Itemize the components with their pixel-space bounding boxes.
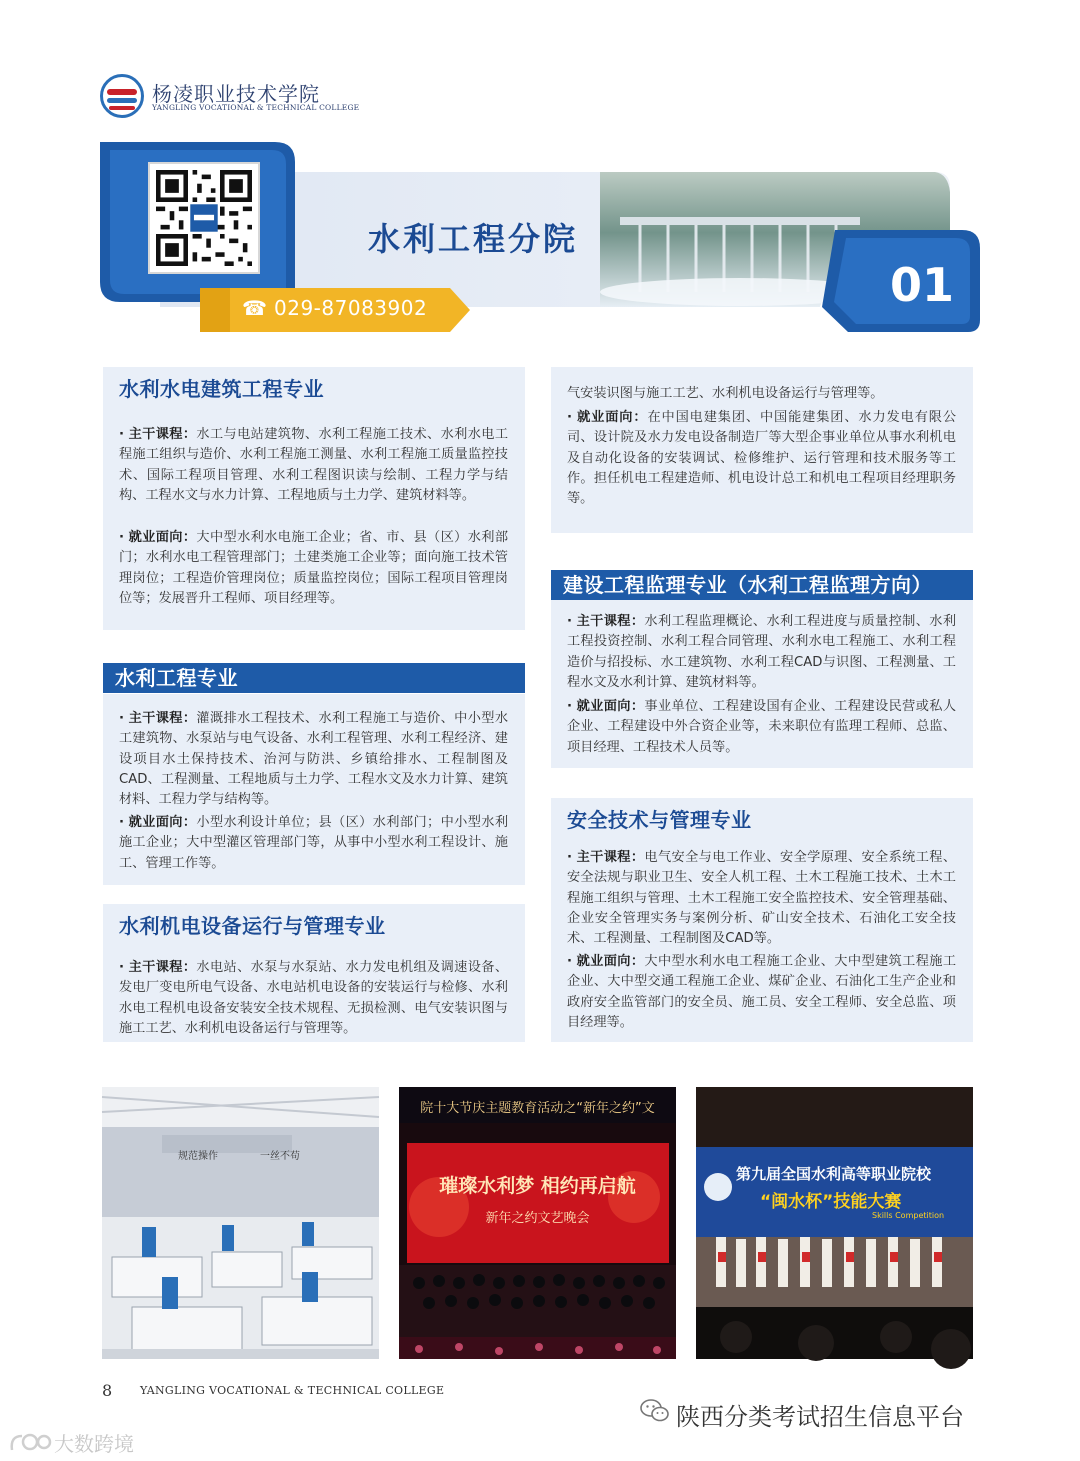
job-paragraph: · 就业面向：大中型水利水电施工企业；省、市、县（区）水利部门；水利水电工程管理部门；土建类施工企业等；面向施工技术管理岗位；工程造价管理岗位；质量监控岗位；国际工程项目管理岗位等；发展晋升工程师、项目经理等。 bbox=[119, 530, 509, 606]
page-number: 8 bbox=[102, 1381, 113, 1400]
job-paragraph: · 就业面向：在中国电建集团、中国能建集团、水力发电有限公司、设计院及水力发电设备制造厂等大型企事业单位从事水利机电及自动化设备的安装调试、检修维护、运行管理和技术服务等工作。担任机电工程建造师、机电设计总工和机电工程项目经理职务等。 bbox=[567, 410, 957, 507]
college-name-en: YANGLING VOCATIONAL & TECHNICAL COLLEGE bbox=[152, 103, 360, 112]
college-name-cn: 杨凌职业技术学院 bbox=[152, 82, 320, 106]
course-text: 水电站、水泵与水泵站、水力发电机组及调速设备、发电厂变电所电气设备、水电站机电设备的安装运行与检修、水利水电工程机电设备安装安全技术规程、无损检测、电气安装识图与施工工艺、水利机电设备运行与管理等。 bbox=[119, 960, 509, 1036]
qr-code bbox=[148, 162, 260, 274]
section-number: 01 bbox=[890, 258, 955, 312]
course-label: 主干课程： bbox=[128, 711, 197, 726]
watermark-text: 大数跨境 bbox=[54, 1432, 134, 1456]
course-text-continued: 气安装识图与施工工艺、水利机电设备运行与管理等。 bbox=[567, 386, 884, 401]
job-paragraph: · 就业面向：小型水利设计单位；县（区）水利部门；中小型水利施工企业；大中型灌区管理部门等，从事中小型水利工程设计、施工、管理工作等。 bbox=[119, 815, 509, 871]
job-label: 就业面向： bbox=[576, 699, 645, 714]
course-text: 灌溉排水工程技术、水利工程施工与造价、中小型水工建筑物、水泵站与电气设备、水利工程管理、水利工程经济、建设项目水土保持技术、治河与防洪、乡镇给排水、工程制图及CAD、工程测量、工程地质与土力学、工程水文及水力计算、建筑材料、工程力学与结构等。 bbox=[119, 711, 509, 808]
lab-sign-left: 规范操作 bbox=[178, 1151, 218, 1162]
competition-photo bbox=[696, 1087, 973, 1359]
job-text: 小型水利设计单位；县（区）水利部门；中小型水利施工企业；大中型灌区管理部门等，从事中小型水利工程设计、施工、管理工作等。 bbox=[119, 815, 509, 871]
job-text: 在中国电建集团、中国能建集团、水力发电有限公司、设计院及水力发电设备制造厂等大型企事业单位从事水利机电及自动化设备的安装调试、检修维护、运行管理和技术服务等工作。担任机电工程建造师、机电设计总工和机电工程项目经理职务等。 bbox=[567, 410, 957, 507]
phone-number: 029-87083902 bbox=[274, 296, 428, 320]
department-title: 水利工程分院 bbox=[368, 220, 579, 258]
section-title: 水利水电建筑工程专业 bbox=[119, 377, 324, 401]
wechat-icon bbox=[640, 1398, 670, 1424]
course-paragraph-continued bbox=[567, 384, 956, 404]
department-banner bbox=[100, 142, 980, 332]
course-paragraph: · 主干课程：灌溉排水工程技术、水利工程施工与造价、中小型水工建筑物、水泵站与电气设备、水利工程管理、水利工程经济、建设项目水土保持技术、治河与防洪、乡镇给排水、工程制图及CAD、工程测量、工程地质与土力学、工程水文及水力计算、建筑材料、工程力学与结构等。 bbox=[119, 711, 509, 808]
competition-subtitle: “闽水杯”技能大赛 bbox=[760, 1192, 902, 1212]
watermark-logo bbox=[8, 1430, 52, 1454]
section-title: 安全技术与管理专业 bbox=[567, 808, 752, 832]
qr-code-pattern bbox=[156, 170, 252, 266]
course-label: 主干课程： bbox=[128, 960, 197, 975]
job-label: 就业面向： bbox=[128, 815, 197, 830]
job-text: 事业单位、工程建设国有企业、工程建设民营或私人企业、工程建设中外合资企业等，未来职位有监理工程师、总监、项目经理、工程技术人员等。 bbox=[567, 699, 957, 755]
course-label: 主干课程： bbox=[576, 850, 645, 865]
course-text: 水工与电站建筑物、水利工程施工技术、水利水电工程施工组织与造价、水利工程施工测量、水利工程施工质量监控技术、国际工程项目管理、水利工程图识读与绘制、工程力学与结构、工程水文与水力计算、工程地质与土力学、建筑材料等。 bbox=[119, 427, 509, 503]
section-title: 水利机电设备运行与管理专业 bbox=[119, 914, 386, 938]
section-title: 水利工程专业 bbox=[103, 663, 525, 693]
job-text: 大中型水利水电施工企业；省、市、县（区）水利部门；水利水电工程管理部门；土建类施工企业等；面向施工技术管理岗位；工程造价管理岗位；质量监控岗位；国际工程项目管理岗位等；发展晋升工程师、项目经理等。 bbox=[119, 530, 509, 606]
course-label: 主干课程： bbox=[576, 614, 645, 629]
wechat-account-name: 陕西分类考试招生信息平台 bbox=[676, 1403, 964, 1431]
job-paragraph: · 就业面向：事业单位、工程建设国有企业、工程建设民营或私人企业、工程建设中外合资企业等，未来职位有监理工程师、总监、项目经理、工程技术人员等。 bbox=[567, 699, 957, 755]
course-text: 水利工程监理概论、水利工程进度与质量控制、水利工程投资控制、水利工程合同管理、水利水电工程施工、水利工程造价与招投标、水工建筑物、水利工程CAD与识图、工程测量、工程水文及水利计算、建筑材料等。 bbox=[567, 614, 957, 690]
course-label: 主干课程： bbox=[128, 427, 197, 442]
lab-photo-illustration bbox=[102, 1087, 379, 1359]
course-paragraph: · 主干课程：水利工程监理概论、水利工程进度与质量控制、水利工程投资控制、水利工程合同管理、水利水电工程施工、水利工程造价与招投标、水工建筑物、水利工程CAD与识图、工程测量、工程水文及水利计算、建筑材料等。 bbox=[567, 614, 957, 690]
competition-banner: 第九届全国水利高等职业院校 bbox=[736, 1165, 932, 1183]
section-title: 建设工程监理专业（水利工程监理方向） bbox=[551, 570, 973, 600]
job-label: 就业面向： bbox=[576, 954, 645, 969]
footer-college-name: YANGLING VOCATIONAL & TECHNICAL COLLEGE bbox=[140, 1384, 445, 1397]
course-text: 电气安全与电工作业、安全学原理、安全系统工程、安全法规与职业卫生、安全人机工程、土木工程施工技术、土木工程施工组织与管理、土木工程施工安全监控技术、安全管理基础、企业安全管理实务与案例分析、矿山安全技术、石油化工安全技术、工程测量、工程制图及CAD等。 bbox=[567, 850, 957, 947]
competition-photo-illustration bbox=[696, 1087, 973, 1359]
competition-small-text: Skills Competition bbox=[872, 1211, 945, 1220]
college-logo bbox=[100, 74, 144, 118]
gala-banner-text: 院十大节庆主题教育活动之“新年之约”文 bbox=[420, 1101, 655, 1116]
gala-stage-subtitle: 新年之约文艺晚会 bbox=[485, 1211, 590, 1226]
course-paragraph: · 主干课程：电气安全与电工作业、安全学原理、安全系统工程、安全法规与职业卫生、安全人机工程、土木工程施工技术、土木工程施工组织与管理、土木工程施工安全监控技术、安全管理基础、企业安全管理实务与案例分析、矿山安全技术、石油化工安全技术、工程测量、工程制图及CAD等。 bbox=[567, 850, 957, 947]
gala-stage-title: 璀璨水利梦 相约再启航 bbox=[439, 1175, 636, 1197]
lab-photo bbox=[102, 1087, 379, 1359]
lab-sign-right: 一丝不苟 bbox=[260, 1151, 300, 1162]
gala-photo bbox=[399, 1087, 676, 1359]
job-text: 大中型水利水电工程施工企业、大中型建筑工程施工企业、大中型交通工程施工企业、煤矿企业、石油化工生产企业和政府安全监管部门的安全员、施工员、安全工程师、安全总监、项目经理等。 bbox=[567, 954, 957, 1030]
job-paragraph: · 就业面向：大中型水利水电工程施工企业、大中型建筑工程施工企业、大中型交通工程施工企业、煤矿企业、石油化工生产企业和政府安全监管部门的安全员、施工员、安全工程师、安全总监、项目经理等。 bbox=[567, 954, 957, 1030]
course-paragraph: · 主干课程：水工与电站建筑物、水利工程施工技术、水利水电工程施工组织与造价、水利工程施工测量、水利工程施工质量监控技术、国际工程项目管理、水利工程图识读与绘制、工程力学与结构、工程水文与水力计算、工程地质与土力学、建筑材料等。 bbox=[119, 427, 509, 503]
phone-icon: ☎ bbox=[242, 296, 267, 320]
job-label: 就业面向： bbox=[128, 530, 197, 545]
course-paragraph: · 主干课程：水电站、水泵与水泵站、水力发电机组及调速设备、发电厂变电所电气设备、水电站机电设备的安装运行与检修、水利水电工程机电设备安装安全技术规程、无损检测、电气安装识图与施工工艺、水利机电设备运行与管理等。 bbox=[119, 960, 509, 1036]
job-label: 就业面向： bbox=[577, 410, 648, 425]
